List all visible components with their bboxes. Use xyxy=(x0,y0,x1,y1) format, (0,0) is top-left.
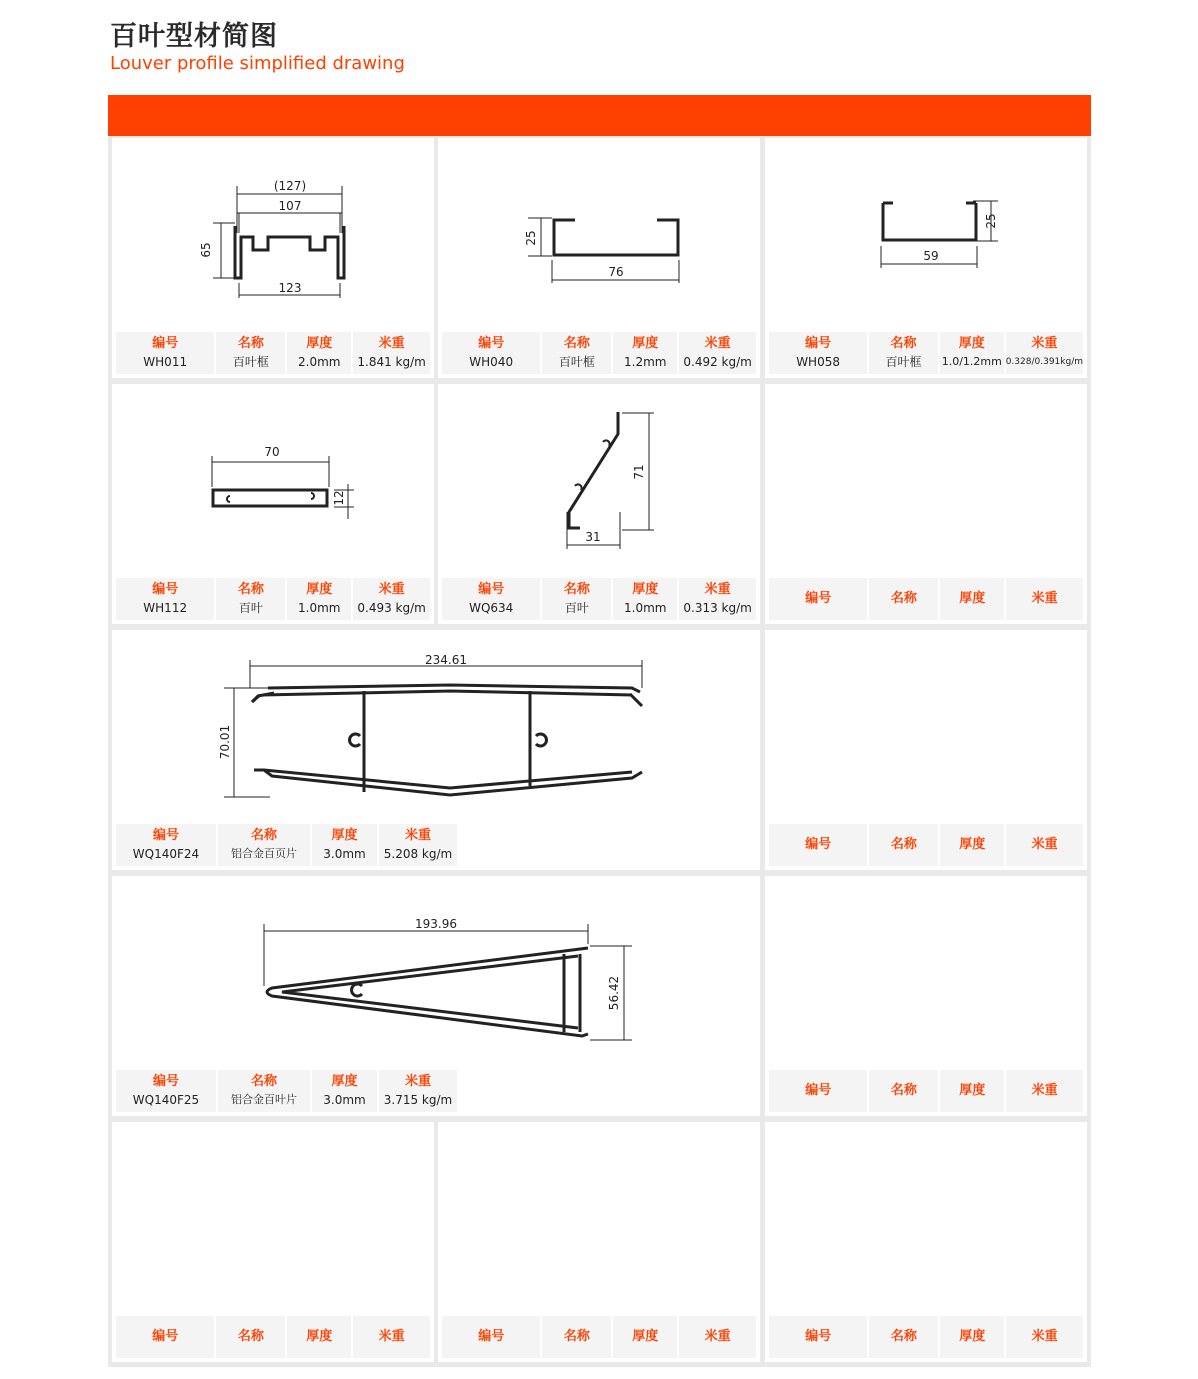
spec-header: 米重 xyxy=(1031,1329,1058,1344)
spec-table xyxy=(769,1316,1083,1358)
profile-card-wq634 xyxy=(438,384,760,624)
spec-value: 1.0/1.2mm xyxy=(941,355,1002,368)
profile-drawing-wh011 xyxy=(112,138,434,338)
spec-weight xyxy=(379,1070,457,1112)
spec-header: 厚度 xyxy=(959,591,986,606)
spec-header: 名称 xyxy=(563,1329,590,1344)
spec-value: 1.0mm xyxy=(624,601,667,615)
spec-weight xyxy=(379,824,457,866)
profile-card-empty xyxy=(112,1122,434,1362)
spec-table xyxy=(116,1316,430,1358)
spec-header: 编号 xyxy=(805,837,832,852)
profile-drawing-wq140f25 xyxy=(112,876,760,1076)
spec-value: WH040 xyxy=(469,355,514,369)
spec-value: 0.492 kg/m xyxy=(683,355,752,369)
spec-thickness xyxy=(312,824,377,866)
spec-name xyxy=(216,332,285,374)
dimension-label: (127) xyxy=(273,179,307,193)
spec-thickness xyxy=(613,578,677,620)
spec-header: 编号 xyxy=(478,336,505,351)
spec-value: 0.313 kg/m xyxy=(683,601,752,615)
spec-value: 铝合金百叶片 xyxy=(231,1093,297,1106)
spec-header: 厚度 xyxy=(632,1329,659,1344)
spec-header: 米重 xyxy=(1031,837,1058,852)
spec-code xyxy=(769,1316,867,1358)
spec-thickness xyxy=(312,1070,377,1112)
spec-header: 米重 xyxy=(378,582,405,597)
spec-value: 0.328/0.391kg/m xyxy=(1005,357,1083,367)
spec-value: WH112 xyxy=(143,601,188,615)
profile-card-wh112 xyxy=(112,384,434,624)
spec-header: 米重 xyxy=(1031,1083,1058,1098)
profile-drawing-wh112 xyxy=(112,384,434,584)
spec-weight xyxy=(679,332,756,374)
spec-table xyxy=(116,332,430,374)
page-subtitle: Louver profile simplified drawing xyxy=(110,53,405,74)
spec-table xyxy=(442,578,756,620)
dimension-label: 107 xyxy=(278,199,302,213)
spec-thickness xyxy=(940,578,1004,620)
dimension-label: 56.42 xyxy=(607,975,621,1011)
spec-table xyxy=(116,1070,756,1112)
profile-grid xyxy=(108,136,1091,1367)
dimension-label: 65 xyxy=(199,242,213,258)
spec-thickness xyxy=(940,1316,1004,1358)
spec-weight xyxy=(353,332,430,374)
spec-value: 百叶 xyxy=(564,601,589,615)
spec-weight xyxy=(1006,824,1083,866)
spec-table xyxy=(116,578,430,620)
spec-weight xyxy=(1006,1070,1083,1112)
spec-code xyxy=(116,578,214,620)
spec-weight xyxy=(1006,332,1083,374)
spec-value: 百叶 xyxy=(238,601,263,615)
spec-header: 名称 xyxy=(250,1074,277,1089)
spec-header: 厚度 xyxy=(331,828,358,843)
spec-header: 厚度 xyxy=(959,837,986,852)
spec-name xyxy=(218,1070,310,1112)
spec-header: 编号 xyxy=(152,582,179,597)
spec-value: WH011 xyxy=(143,355,188,369)
spec-header: 编号 xyxy=(478,582,505,597)
spec-thickness xyxy=(940,332,1004,374)
spec-code xyxy=(116,1316,214,1358)
profile-card-empty xyxy=(765,1122,1087,1362)
spec-value: 1.0mm xyxy=(298,601,341,615)
spec-name xyxy=(869,332,938,374)
spec-value: 3.0mm xyxy=(323,847,366,861)
spec-value: WH058 xyxy=(796,355,840,369)
spec-header: 名称 xyxy=(890,1329,917,1344)
dimension-label: 59 xyxy=(923,249,939,263)
spec-name xyxy=(869,1070,938,1112)
profile-card-wq140f24 xyxy=(112,630,760,870)
spec-header: 编号 xyxy=(805,1083,832,1098)
spec-code xyxy=(442,332,540,374)
dimension-label: 234.61 xyxy=(425,653,467,667)
spec-name xyxy=(542,578,611,620)
spec-header: 名称 xyxy=(563,336,590,351)
spec-name xyxy=(216,1316,285,1358)
spec-thickness xyxy=(613,332,677,374)
spec-value: WQ140F25 xyxy=(132,1093,200,1107)
spec-value: 1.2mm xyxy=(624,355,667,369)
spec-thickness xyxy=(940,824,1004,866)
spec-table xyxy=(769,1070,1083,1112)
spec-header: 编号 xyxy=(152,828,179,843)
spec-header: 名称 xyxy=(237,1329,264,1344)
spec-header: 米重 xyxy=(1031,336,1058,351)
spec-code xyxy=(116,1070,216,1112)
spec-header: 厚度 xyxy=(959,1083,986,1098)
spec-thickness xyxy=(613,1316,677,1358)
spec-name xyxy=(216,578,285,620)
spec-table xyxy=(442,1316,756,1358)
spec-name xyxy=(542,332,611,374)
profile-drawing-wh040 xyxy=(438,138,760,338)
spec-header: 厚度 xyxy=(959,1329,986,1344)
spec-weight xyxy=(353,1316,430,1358)
spec-weight xyxy=(679,1316,756,1358)
dimension-label: 12 xyxy=(332,490,346,506)
spec-thickness xyxy=(940,1070,1004,1112)
spec-table xyxy=(442,332,756,374)
spec-header: 厚度 xyxy=(958,336,985,351)
spec-name xyxy=(869,824,938,866)
spec-header: 名称 xyxy=(890,591,917,606)
spec-value: 3.715 kg/m xyxy=(383,1093,453,1107)
dimension-label: 70 xyxy=(264,445,280,459)
spec-table xyxy=(769,578,1083,620)
spec-header: 编号 xyxy=(152,336,179,351)
spec-name xyxy=(542,1316,611,1358)
spec-thickness xyxy=(287,332,351,374)
dimension-label: 76 xyxy=(608,265,624,279)
spec-value: 百叶框 xyxy=(558,355,595,369)
spec-name xyxy=(869,1316,938,1358)
spec-table xyxy=(116,824,756,866)
spec-header: 米重 xyxy=(378,1329,405,1344)
spec-weight xyxy=(353,578,430,620)
profile-card-empty xyxy=(438,1122,760,1362)
spec-code xyxy=(769,578,867,620)
spec-code xyxy=(442,578,540,620)
spec-value: WQ140F24 xyxy=(132,847,200,861)
profile-drawing-wh058 xyxy=(765,138,1087,338)
spec-value: WQ634 xyxy=(469,601,514,615)
spec-name xyxy=(869,578,938,620)
spec-header: 米重 xyxy=(404,828,431,843)
spec-value: 百叶框 xyxy=(885,355,922,369)
spec-weight xyxy=(679,578,756,620)
spec-name xyxy=(218,824,310,866)
spec-header: 米重 xyxy=(378,336,405,351)
dimension-label: 25 xyxy=(984,213,998,229)
spec-code xyxy=(769,824,867,866)
spec-header: 名称 xyxy=(890,336,917,351)
spec-header: 名称 xyxy=(237,336,264,351)
spec-value: 2.0mm xyxy=(298,355,341,369)
spec-header: 名称 xyxy=(250,828,277,843)
profile-card-wh040 xyxy=(438,138,760,378)
spec-header: 编号 xyxy=(805,336,832,351)
spec-header: 厚度 xyxy=(306,336,333,351)
spec-header: 厚度 xyxy=(306,1329,333,1344)
profile-drawing-wq140f24 xyxy=(112,630,760,830)
spec-header: 厚度 xyxy=(632,336,659,351)
spec-header: 编号 xyxy=(805,1329,832,1344)
spec-header: 名称 xyxy=(563,582,590,597)
profile-card-wh011 xyxy=(112,138,434,378)
spec-value: 3.0mm xyxy=(323,1093,366,1107)
dimension-label: 123 xyxy=(278,281,302,295)
spec-header: 米重 xyxy=(1031,591,1058,606)
dimension-label: 71 xyxy=(632,464,646,480)
spec-header: 米重 xyxy=(704,582,731,597)
spec-value: 铝合金百页片 xyxy=(231,847,297,860)
profile-card-empty xyxy=(765,876,1087,1116)
spec-table xyxy=(769,824,1083,866)
profile-card-wq140f25 xyxy=(112,876,760,1116)
spec-header: 厚度 xyxy=(331,1074,358,1089)
spec-value: 1.841 kg/m xyxy=(357,355,426,369)
profile-card-empty xyxy=(765,384,1087,624)
spec-weight xyxy=(1006,578,1083,620)
spec-header: 名称 xyxy=(890,1083,917,1098)
spec-header: 米重 xyxy=(704,1329,731,1344)
spec-code xyxy=(769,332,867,374)
spec-header: 编号 xyxy=(478,1329,505,1344)
spec-header: 厚度 xyxy=(632,582,659,597)
spec-header: 编号 xyxy=(152,1074,179,1089)
header-bar xyxy=(108,95,1091,136)
spec-value: 0.493 kg/m xyxy=(357,601,426,615)
spec-code xyxy=(116,824,216,866)
spec-header: 厚度 xyxy=(306,582,333,597)
spec-weight xyxy=(1006,1316,1083,1358)
page-title: 百叶型材简图 xyxy=(110,21,278,52)
spec-header: 编号 xyxy=(152,1329,179,1344)
spec-header: 名称 xyxy=(890,837,917,852)
dimension-label: 31 xyxy=(585,530,601,544)
spec-header: 米重 xyxy=(704,336,731,351)
dimension-label: 193.96 xyxy=(415,917,457,931)
spec-value: 百叶框 xyxy=(232,355,269,369)
profile-card-empty xyxy=(765,630,1087,870)
spec-table xyxy=(769,332,1083,374)
spec-thickness xyxy=(287,1316,351,1358)
spec-code xyxy=(442,1316,540,1358)
profile-drawing-wq634 xyxy=(438,384,760,584)
spec-header: 米重 xyxy=(404,1074,431,1089)
spec-value: 5.208 kg/m xyxy=(383,847,453,861)
spec-code xyxy=(769,1070,867,1112)
profile-card-wh058 xyxy=(765,138,1087,378)
dimension-label: 70.01 xyxy=(218,724,232,760)
dimension-label: 25 xyxy=(524,230,538,246)
spec-header: 编号 xyxy=(805,591,832,606)
spec-code xyxy=(116,332,214,374)
spec-thickness xyxy=(287,578,351,620)
spec-header: 名称 xyxy=(237,582,264,597)
